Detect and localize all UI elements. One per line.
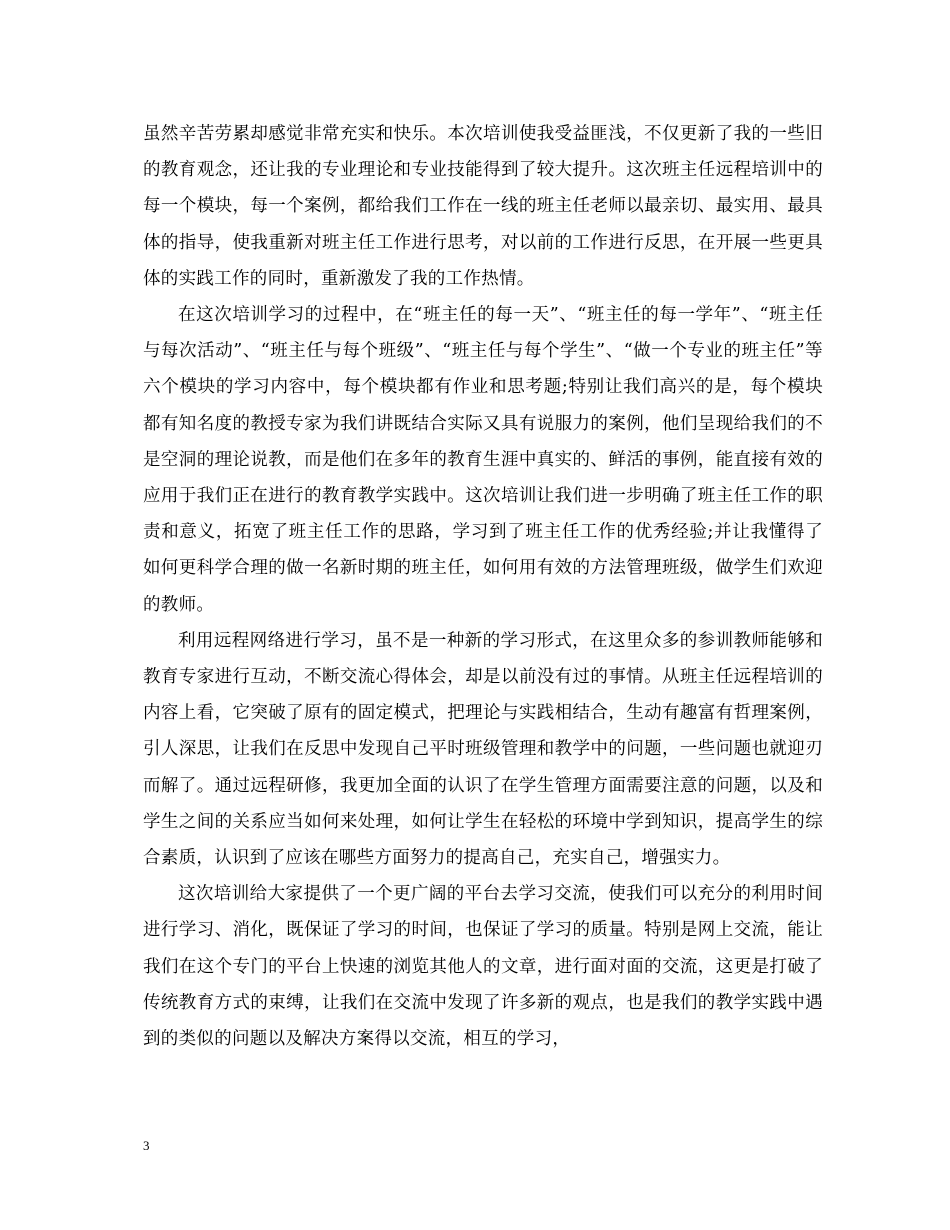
page-number: 3: [143, 1138, 150, 1153]
body-text: [143, 116, 823, 1057]
paragraph: 这次培训给大家提供了一个更广阔的平台去学习交流，使我们可以充分的利用时间进行学习、消化，既保证了学习的时间，也保证了学习的质量。特别是网上交流，能让我们在这个专门的平台上快速的浏览其他人的文章，进行面对面的交流，这更是打破了传统教育方式的束缚，让我们在交流中发现了许多新的观点，也是我们的教学实践中遇到的类似的问题以及解决方案得以交流，相互的学习，: [143, 884, 823, 1050]
paragraph: 利用远程网络进行学习，虽不是一种新的学习形式，在这里众多的参训教师能够和教育专家进行互动，不断交流心得体会，却是以前没有过的事情。从班主任远程培训的内容上看，它突破了原有的固定模式，把理论与实践相结合，生动有趣富有哲理案例，引人深思，让我们在反思中发现自己平时班级管理和教学中的问题，一些问题也就迎刃而解了。通过远程研修，我更加全面的认识了在学生管理方面需要注意的问题，以及和学生之间的关系应当如何来处理，如何让学生在轻松的环境中学到知识，提高学生的综合素质，认识到了应该在哪些方面努力的提高自己，充实自己，增强实力。: [143, 630, 823, 869]
paragraph: 在这次培训学习的过程中，在“班主任的每一天”、“班主任的每一学年”、“班主任与每次活动”、“班主任与每个班级”、“班主任与每个学生”、“做一个专业的班主任”等六个模块的学习内容中，每个模块都有作业和思考题;特别让我们高兴的是，每个模块都有知名度的教授专家为我们讲既结合实际又具有说服力的案例，他们呈现给我们的不是空洞的理论说教，而是他们在多年的教育生涯中真实的、鲜活的事例，能直接有效的应用于我们正在进行的教育教学实践中。这次培训让我们进一步明确了班主任工作的职责和意义，拓宽了班主任工作的思路，学习到了班主任工作的优秀经验;并让我懂得了如何更科学合理的做一名新时期的班主任，如何用有效的方法管理班级，做学生们欢迎的教师。: [143, 305, 823, 615]
paragraph-continuation: 虽然辛苦劳累却感觉非常充实和快乐。本次培训使我受益匪浅，不仅更新了我的一些旧的教育观念，还让我的专业理论和专业技能得到了较大提升。这次班主任远程培训中的每一个模块，每一个案例，都给我们工作在一线的班主任老师以最亲切、最实用、最具体的指导，使我重新对班主任工作进行思考，对以前的工作进行反思，在开展一些更具体的实践工作的同时，重新激发了我的工作热情。: [143, 124, 823, 289]
